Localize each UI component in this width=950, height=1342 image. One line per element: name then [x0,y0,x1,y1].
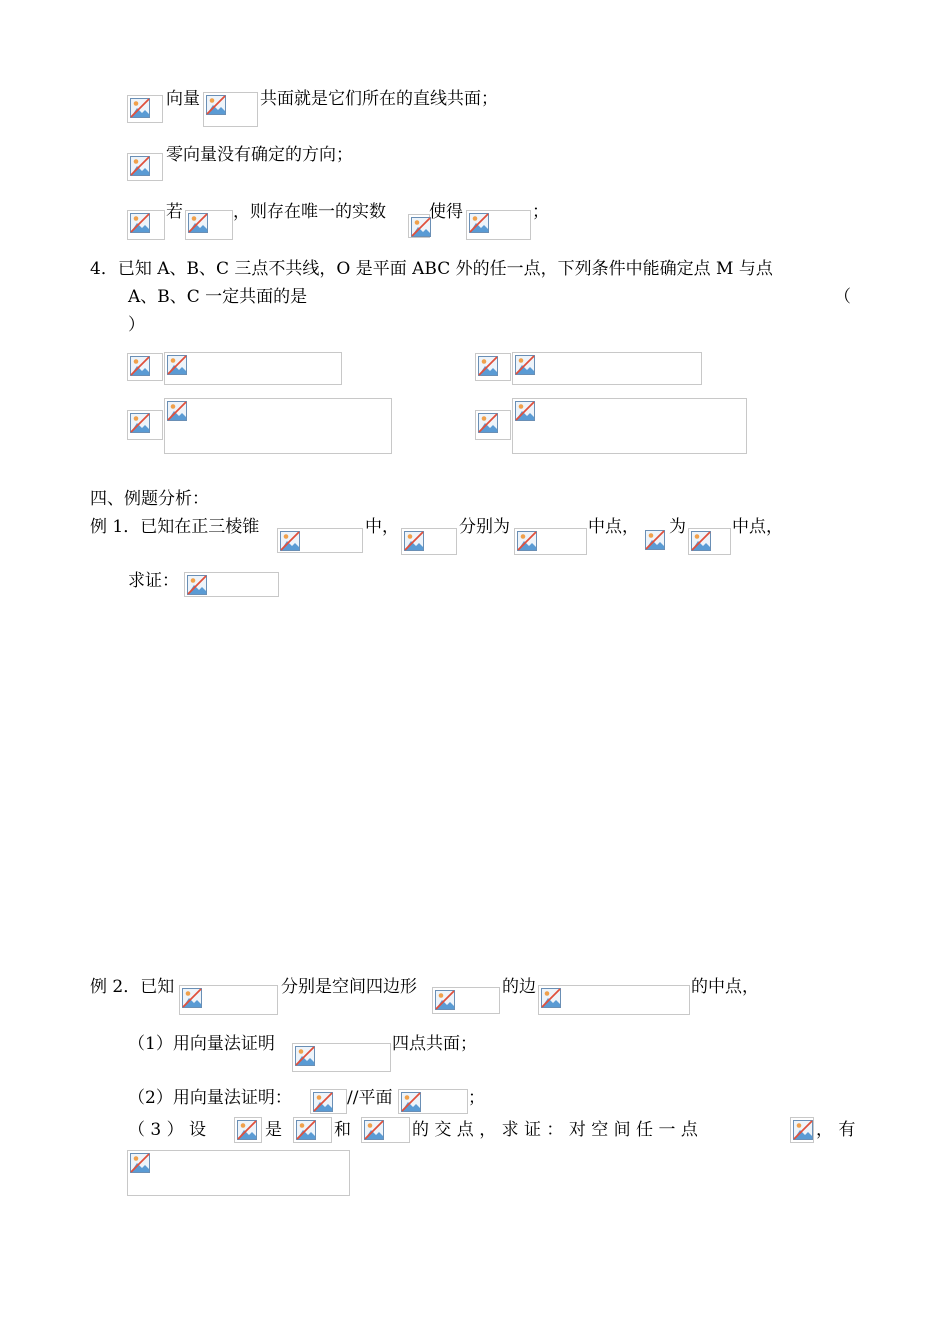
ex2-text-4: 的中点， [691,977,759,997]
formula-image [292,1043,391,1072]
ex1-text-6: 中点， [732,517,783,537]
ex1-text-4: 中点， [588,517,639,537]
formula-image [361,1117,410,1143]
broken-image-icon [279,530,301,552]
broken-image-icon [540,987,562,1009]
formula-image [790,1117,814,1143]
broken-image-icon [400,1091,422,1113]
broken-image-icon [690,530,712,552]
option-c-formula-image [164,398,392,454]
broken-image-icon [236,1119,258,1141]
broken-image-icon [129,355,151,377]
ex2-q1-b: 四点共面； [392,1034,477,1054]
ex2-text-3: 的边 [502,977,536,997]
text-zero-vector: 零向量没有确定的方向； [166,145,353,165]
broken-image-icon [129,155,151,177]
broken-image-icon [514,400,536,422]
broken-image-icon [468,212,490,234]
ex2-q2-a: （2）用向量法证明： [128,1088,292,1108]
broken-image-icon [166,400,188,422]
formula-image [184,572,279,597]
ex1-text-3: 分别为 [459,517,510,537]
broken-image-icon [792,1119,814,1141]
ex2-q2-c: ； [468,1088,485,1108]
formula-image [688,528,731,555]
broken-image-icon [477,412,499,434]
text-such-that: 使得 [429,202,463,222]
broken-image-icon [294,1045,316,1067]
formula-image [514,528,587,555]
formula-image [127,210,165,240]
q4-line1: 4．已知 A、B、C 三点不共线，O 是平面 ABC 外的任一点，下列条件中能确定点 M 与点 [90,259,773,279]
formula-image [432,987,500,1014]
formula-image [466,210,531,240]
q4-line2: A、B、C 一定共面的是 [128,287,308,307]
broken-image-icon [129,1152,151,1174]
broken-image-icon [516,530,538,552]
broken-image-icon [129,212,151,234]
ex2-q3-a: （ 3 ） 设 [128,1120,207,1140]
broken-image-icon [403,530,425,552]
broken-image-icon [205,94,227,116]
formula-image [293,1117,332,1143]
option-d-label-image [475,410,511,440]
formula-image [127,1150,350,1196]
broken-image-icon [644,529,666,551]
broken-image-icon [434,989,456,1011]
formula-image [277,528,363,553]
formula-image [398,1089,468,1114]
broken-image-icon [129,97,151,119]
broken-image-icon [181,987,203,1009]
ex2-q3-b: 是 [265,1120,282,1140]
text-if: 若 [166,202,183,222]
formula-image [310,1089,347,1114]
broken-image-icon [166,354,188,376]
option-a-label-image [127,353,163,381]
text-coplanar: 共面就是它们所在的直线共面； [260,89,498,109]
ex2-text-1: 例 2．已知 [90,977,175,997]
option-c-label-image [127,410,163,440]
ex2-q2-b: //平面 [347,1088,393,1108]
option-d-formula-image [512,398,747,454]
broken-image-icon [186,574,208,596]
option-a-formula-image [164,352,342,385]
formula-image [538,985,690,1015]
formula-image [179,985,278,1015]
broken-image-icon [129,412,151,434]
ex2-q3-c: 和 [334,1120,351,1140]
option-b-formula-image [512,352,702,385]
ex2-q3-d: 的 交 点 ， 求 证 ： 对 空 间 任 一 点 [412,1120,698,1140]
ex2-q3-e: ， 有 [816,1120,856,1140]
formula-image [643,528,669,555]
formula-image [408,214,430,238]
formula-image [203,92,258,127]
formula-image [185,210,233,240]
broken-image-icon [187,212,209,234]
broken-image-icon [295,1119,317,1141]
ex1-text-2: 中， [365,517,399,537]
ex1-text-5: 为 [669,517,686,537]
formula-image [401,528,457,555]
q4-paren-open: （ [834,287,851,307]
text-then: ，则存在唯一的实数 [233,202,386,222]
section-heading: 四、例题分析： [90,489,209,509]
formula-image [127,95,163,123]
text-semicolon: ； [532,202,549,222]
option-b-label-image [475,353,511,381]
broken-image-icon [363,1119,385,1141]
formula-image [127,153,163,181]
broken-image-icon [514,354,536,376]
formula-image [234,1117,262,1143]
broken-image-icon [312,1091,334,1113]
ex1-prove: 求证： [128,571,179,591]
ex2-q1-a: （1）用向量法证明 [128,1034,275,1054]
text-vector: 向量 [166,89,200,109]
broken-image-icon [477,355,499,377]
q4-paren-close: ） [128,315,145,335]
ex2-text-2: 分别是空间四边形 [281,977,417,997]
ex1-text-1: 例 1．已知在正三棱锥 [90,517,260,537]
